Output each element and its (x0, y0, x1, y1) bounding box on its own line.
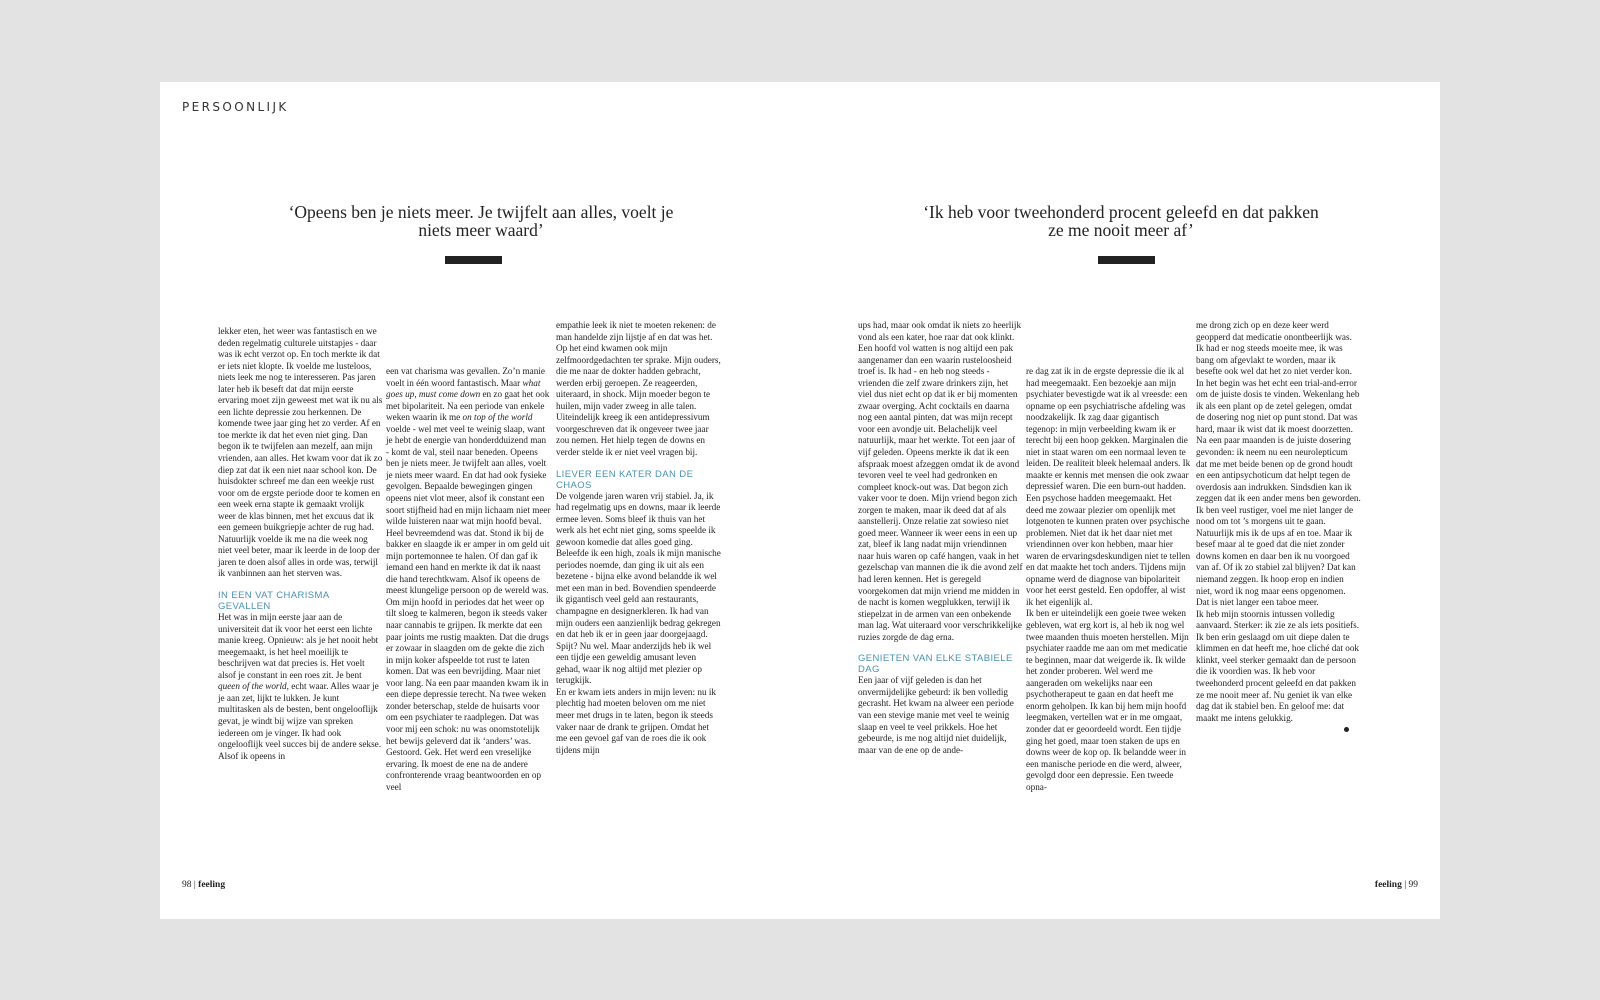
paragraph: re dag zat ik in de ergste depressie die ik al had meegemaakt. Een bezoekje aan mijn psychiater bevestigde wat ik al vreesde: een opname op een psychiatrische afdeling was noodzakelijk. Ik zag daar gigantisch tegenop: in mijn verbeelding kwam ik er terecht bij een hoop gekken. Marginalen die niet in staat waren om een normaal leven te leiden. De realiteit bleek helemaal anders. Ik maakte er kennis met mensen die ook zwaar depressief waren. Die een burn-out hadden. Een psychose hadden meegemaakt. Het deed me zowaar plezier om openlijk met lotgenoten te kunnen praten over psychische problemen. Niet dat ik het daar niet met vriendinnen over kon hebben, maar hier waren de ervaringsdeskundigen niet te tellen en dat maakte het toch anders. Tijdens mijn opname werd de diagnose van bipolariteit voor het eerst gesteld. Een opdoffer, al wist ik het eigenlijk al. (1026, 366, 1191, 607)
pull-quote-right: ‘Ik heb voor tweehonderd procent geleefd en dat pakken ze me nooit meer af’ (923, 202, 1319, 240)
page-number: 98 (182, 880, 192, 890)
section-label: PERSOONLIJK (182, 100, 289, 114)
article-column-5 (1026, 366, 1191, 846)
end-of-article-dot (1344, 727, 1349, 732)
paragraph: Om mijn hoofd in periodes dat het weer op tilt sloeg te kalmeren, begon ik steeds vaker naar cannabis te grijpen. Ik merkte dat een paar joints me rustig maakten. Dat die drugs er zowaar in slaagden om de gekte die zich in mijn koker afspeelde tot rust te laten komen. Dat was een bevrijding. Maar niet voor lang. Na een paar maanden kwam ik in een diepe depressie terecht. Na twee weken zonder beterschap, stelde de huisarts voor om een psychiater te raadplegen. Dat was voor mij een schok: nu was onomstotelijk het bewijs geleverd dat ik ‘anders’ was. Gestoord. Gek. Het werd een vreselijke ervaring. Ik moest de ene na de andere confronterende vraag beantwoorden en op veel (386, 596, 549, 792)
page-folio-left (182, 880, 225, 890)
article-column-2 (386, 366, 551, 846)
paragraph: De volgende jaren waren vrij stabiel. Ja, ik had regelmatig ups en downs, maar ik leerde ermee leven. Soms bleef ik thuis van het werk als het echt niet ging, soms speelde ik gewoon komedie dat alles goed ging. Beleefde ik een high, zoals ik mijn manische periodes noemde, dan ging ik uit als een bezetene - bijna elke avond belandde ik wel met een man in bed. Bovendien spendeerde ik gigantisch veel geld aan restaurants, champagne en designerkleren. Ik had van mijn ouders een aanzienlijk bedrag gekregen en dat heb ik er in geen jaar doorgejaagd. Spijt? Nu wel. Maar anderzijds heb ik wel een tijdje een geweldig amusant leven gehad, waar ik nog altijd met plezier op terugkijk. (556, 490, 721, 686)
paragraph: me drong zich op en deze keer werd geopperd dat medicatie onontbeerlijk was. Ik had er nog steeds moeite mee, ik was bang om afgevlakt te worden, maar ik besefte ook wel dat het zo niet verder kon. In het begin was het echt een trial-and-error om de juiste dosis te vinden. Wekenlang heb ik als een plant op de zetel gelegen, omdat de dosering nog niet op punt stond. Dat was hard, maar ik wist dat ik moest doorzetten. Na een paar maanden is de juiste dosering gevonden: ik neem nu een neurolepticum dat me met beide benen op de grond houdt en een antipsychoticum dat helpt tegen de overdosis aan indrukken. Sindsdien kan ik zeggen dat ik een ander mens ben geworden. Ik ben veel rustiger, voel me niet langer de nood om tot ’s morgens uit te gaan. Natuurlijk mis ik de ups af en toe. Maar ik besef maar al te goed dat die niet zonder downs komen en daar ben ik nu voorgoed van af. Of ik zo stabiel zal blijven? Dat kan niemand zeggen. Ik hoop erop en indien niet, word ik nog maar eens opgenomen. Dat is niet langer een taboe meer. (1196, 320, 1361, 608)
paragraph: Ik ben er uiteindelijk een goeie twee weken gebleven, wat erg kort is, al heb ik nog wel twee maanden thuis moeten herstellen. Mijn psychiater raadde me aan om met medicatie te beginnen, maar dat weigerde ik. Ik wilde het zonder proberen. Wel werd me aangeraden om wekelijks naar een psychotherapeut te gaan en dat heeft me enorm geholpen. Ik kan bij hem mijn hoofd leegmaken, vertellen wat er in me omgaat, zonder dat er geoordeeld wordt. Een tijdje ging het goed, maar toen staken de ups en downs weer de kop op. Ik belandde weer in een manische periode en die werd, alweer, gevolgd door een depressie. Een tweede opna- (1026, 608, 1189, 792)
paragraph: lekker eten, het weer was fantastisch en we deden regelmatig culturele uitstapjes - daar was ik echt verzot op. En toch merkte ik dat er iets niet klopte. Ik voelde me lusteloos, niets leek me nog te interesseren. Pas jaren later heb ik beseft dat dat mijn eerste ervaring moet zijn geweest met wat ik nu als een lichte depressie zou herkennen. De komende twee jaar ging het zo verder. Af en toe merkte ik dat het even niet ging. Dan begon ik te twijfelen aan mezelf, aan mijn vrienden, aan alles. Het kwam voor dat ik zo diep zat dat ik een niet naar school kon. De huisdokter schreef me dan een weekje rust voor om de ergste periode door te komen en een week erna stapte ik gemaakt vrolijk weer de klas binnen, met het excuus dat ik een gemeen buikgriepje achter de rug had. Natuurlijk voelde ik me na die week nog niet veel beter, maar ik leerde in de loop der jaren te doen alsof alles in orde was, terwijl ik vanbinnen aan het sterven was. (218, 326, 383, 579)
subheading: IN EEN VAT CHARISMA GEVALLEN (218, 590, 330, 613)
magazine-spread (160, 82, 1440, 919)
subheading: LIEVER EEN KATER DAN DE CHAOS (556, 468, 694, 491)
paragraph: ups had, maar ook omdat ik niets zo heerlijk vond als een kater, hoe raar dat ook klinkt. Een hoofd vol watten is nog altijd een pak aangenamer dan een waarin rusteloosheid troef is. Ik had - en heb nog steeds - vrienden die zelf zware drinkers zijn, het viel dus niet echt op dat ik er bij momenten zwaar overging. Acht cocktails en daarna nog een aantal pinten, dat was mijn recept voor een avondje uit. Belachelijk veel natuurlijk, maar het werkte. Tot een jaar of vijf geleden. Opeens merkte ik dat ik een afspraak moest afzeggen omdat ik de avond tevoren veel te veel had gedronken en compleet knock-out was. Dat begon zich vaker voor te doen. Mijn vriend begon zich zorgen te maken, maar ik deed dat af als aanstellerij. Onze relatie zat sowieso niet goed meer. Wanneer ik weer eens in een up zat, bleef ik lang nadat mijn vriendinnen naar huis waren op café hangen, vaak in het gezelschap van mannen die ik die avond zelf had leren kennen. Het is geregeld voorgekomen dat mijn vriend me midden in de nacht is komen wegplukken, terwijl ik stiepelzat in de armen van een onbekende man lag. Wat uiteraard voor verschrikkelijke ruzies zorgde de dag erna. (858, 320, 1023, 642)
paragraph: een vat charisma was gevallen. Zo’n manie voelt in één woord fantastisch. Maar what goes up, must come down en zo gaat het ook met bipolariteit. Na een periode van enkele weken waarin ik me on top of the world voelde - wel met veel te weinig slaap, want je hebt de energie van honderdduizend man - komt de val, steil naar beneden. Opeens ben je niets meer. Je twijfelt aan alles, voelt je niets meer waard. En dat had ook fysieke gevolgen. Bepaalde bewegingen gingen opeens niet vlot meer, alsof ik constant een soort stijfheid had en mijn lichaam niet meer wilde luisteren naar wat mijn hoofd beval. Heel bevreemdend was dat. Stond ik bij de bakker en slaagde ik er amper in om geld uit mijn portemonnee te halen. Of dan gaf ik iemand een hand en merkte ik dat ik naast die hand terechtkwam. Alsof ik opeens de meest klungelige persoon op de wereld was. (386, 366, 551, 596)
paragraph: Het was in mijn eerste jaar aan de universiteit dat ik voor het eerst een lichte manie kreeg. Opnieuw: als je het nooit hebt meegemaakt, is het heel moeilijk te beschrijven wat dat precies is. Het voelt alsof je constant in een roes zit. Je bent queen of the world, echt waar. Alles waar je je aan zet, lijkt te lukken. Je kunt multitasken als de besten, bent ongelooflijk gevat, je windt bij wijze van spreken iedereen om je vinger. Ik had ook ongelooflijk veel succes bij de andere sekse. Alsof ik opeens in (218, 612, 382, 761)
article-column-4 (858, 320, 1023, 755)
right-page (800, 82, 1440, 919)
paragraph: Een jaar of vijf geleden is dan het onvermijdelijke gebeurd: ik ben volledig gecrasht. Het kwam na alweer een periode van een stevige manie met veel te weinig slaap en veel te veel prikkels. Hoe het gebeurde, is me nog altijd niet duidelijk, maar van de ene op de ande- (858, 675, 1014, 755)
article-column-6 (1196, 320, 1361, 790)
page-folio-right (1375, 880, 1418, 890)
page-number: 99 (1408, 880, 1418, 890)
paragraph: empathie leek ik niet te moeten rekenen: de man handelde zijn lijstje af en dat was het. Op het eind kwamen ook mijn zelfmoordgedachten ter sprake. Mijn ouders, die me naar de dokter hadden gebracht, werden erbij geroepen. Ze reageerden, uiteraard, in shock. Mijn moeder begon te huilen, mijn vader zweeg in alle talen. Uiteindelijk kreeg ik een antidepressivum voorgeschreven dat ik ongeveer twee jaar zou nemen. Het hielp tegen de downs en verder stelde ik er niet veel vragen bij. (556, 320, 721, 458)
paragraph: En er kwam iets anders in mijn leven: nu ik plechtig had moeten beloven om me niet meer met drugs in te laten, begon ik steeds vaker naar de drank te grijpen. Omdat het me een gevoel gaf van de roes die ik ook tijdens mijn (556, 686, 716, 755)
quote-divider-bar (1098, 256, 1155, 264)
folio-separator: | (1404, 880, 1407, 890)
paragraph: Ik heb mijn stoornis intussen volledig aanvaard. Sterker: ik zie ze als iets positiefs. Ik ben erin geslaagd om uit diepe dalen te klimmen en dat heeft me, hoe cliché dat ook klinkt, veel sterker gemaakt dan de persoon die ik voordien was. Ik heb voor tweehonderd procent geleefd en dat pakken ze me nooit meer af. Nu geniet ik van elke dag dat ik stabiel ben. En geloof me: dat maakt me intens gelukkig. (1196, 608, 1360, 723)
magazine-name: feeling (198, 880, 226, 890)
folio-separator: | (193, 880, 196, 890)
pull-quote-left: ‘Opeens ben je niets meer. Je twijfelt aan alles, voelt je niets meer waard’ (288, 202, 674, 240)
quote-divider-bar (445, 256, 502, 264)
magazine-name: feeling (1374, 880, 1402, 890)
article-column-1 (218, 326, 383, 761)
article-column-3 (556, 320, 721, 810)
left-page (160, 82, 800, 919)
subheading: GENIETEN VAN ELKE STABIELE DAG (858, 653, 1013, 676)
